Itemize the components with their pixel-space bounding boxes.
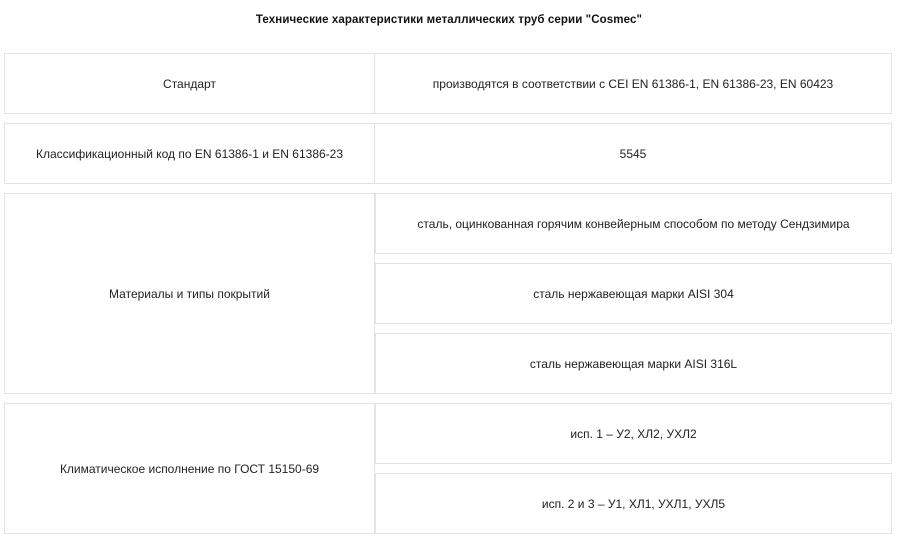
spec-label-text: Стандарт	[163, 76, 216, 91]
spec-value-material-aisi304	[375, 263, 892, 324]
spec-value-text: производятся в соответствии с CEI EN 61386-1, EN 61386-23, EN 60423	[432, 76, 834, 91]
spec-value-climatic-version-1	[375, 403, 892, 464]
spec-value-text: исп. 2 и 3 – У1, ХЛ1, УХЛ1, УХЛ5	[541, 496, 726, 511]
spec-value-standard	[374, 53, 892, 114]
spec-label-text: Классификационный код по EN 61386-1 и EN 61386-23	[35, 146, 344, 161]
spec-label-standard	[4, 53, 375, 114]
spec-value-climatic-version-2-3	[375, 473, 892, 534]
spec-value-material-galvanized	[375, 193, 892, 254]
spec-value-text: исп. 1 – У2, ХЛ2, УХЛ2	[570, 426, 697, 441]
spec-value-classification-code	[374, 123, 892, 184]
spec-label-text: Материалы и типы покрытий	[109, 286, 270, 301]
spec-value-text: сталь нержавеющая марки AISI 304	[533, 286, 734, 301]
spec-label-classification-code	[4, 123, 375, 184]
page-title: Технические характеристики металлических труб серии "Cosmec"	[255, 14, 643, 26]
spec-label-text: Климатическое исполнение по ГОСТ 15150-69	[59, 461, 320, 476]
spec-label-climatic	[4, 403, 375, 534]
spec-label-materials	[4, 193, 375, 394]
spec-value-material-aisi316l	[375, 333, 892, 394]
spec-value-text: 5545	[619, 146, 647, 161]
spec-value-text: сталь нержавеющая марки AISI 316L	[529, 356, 738, 371]
spec-value-text: сталь, оцинкованная горячим конвейерным способом по методу Сендзимира	[417, 216, 850, 231]
